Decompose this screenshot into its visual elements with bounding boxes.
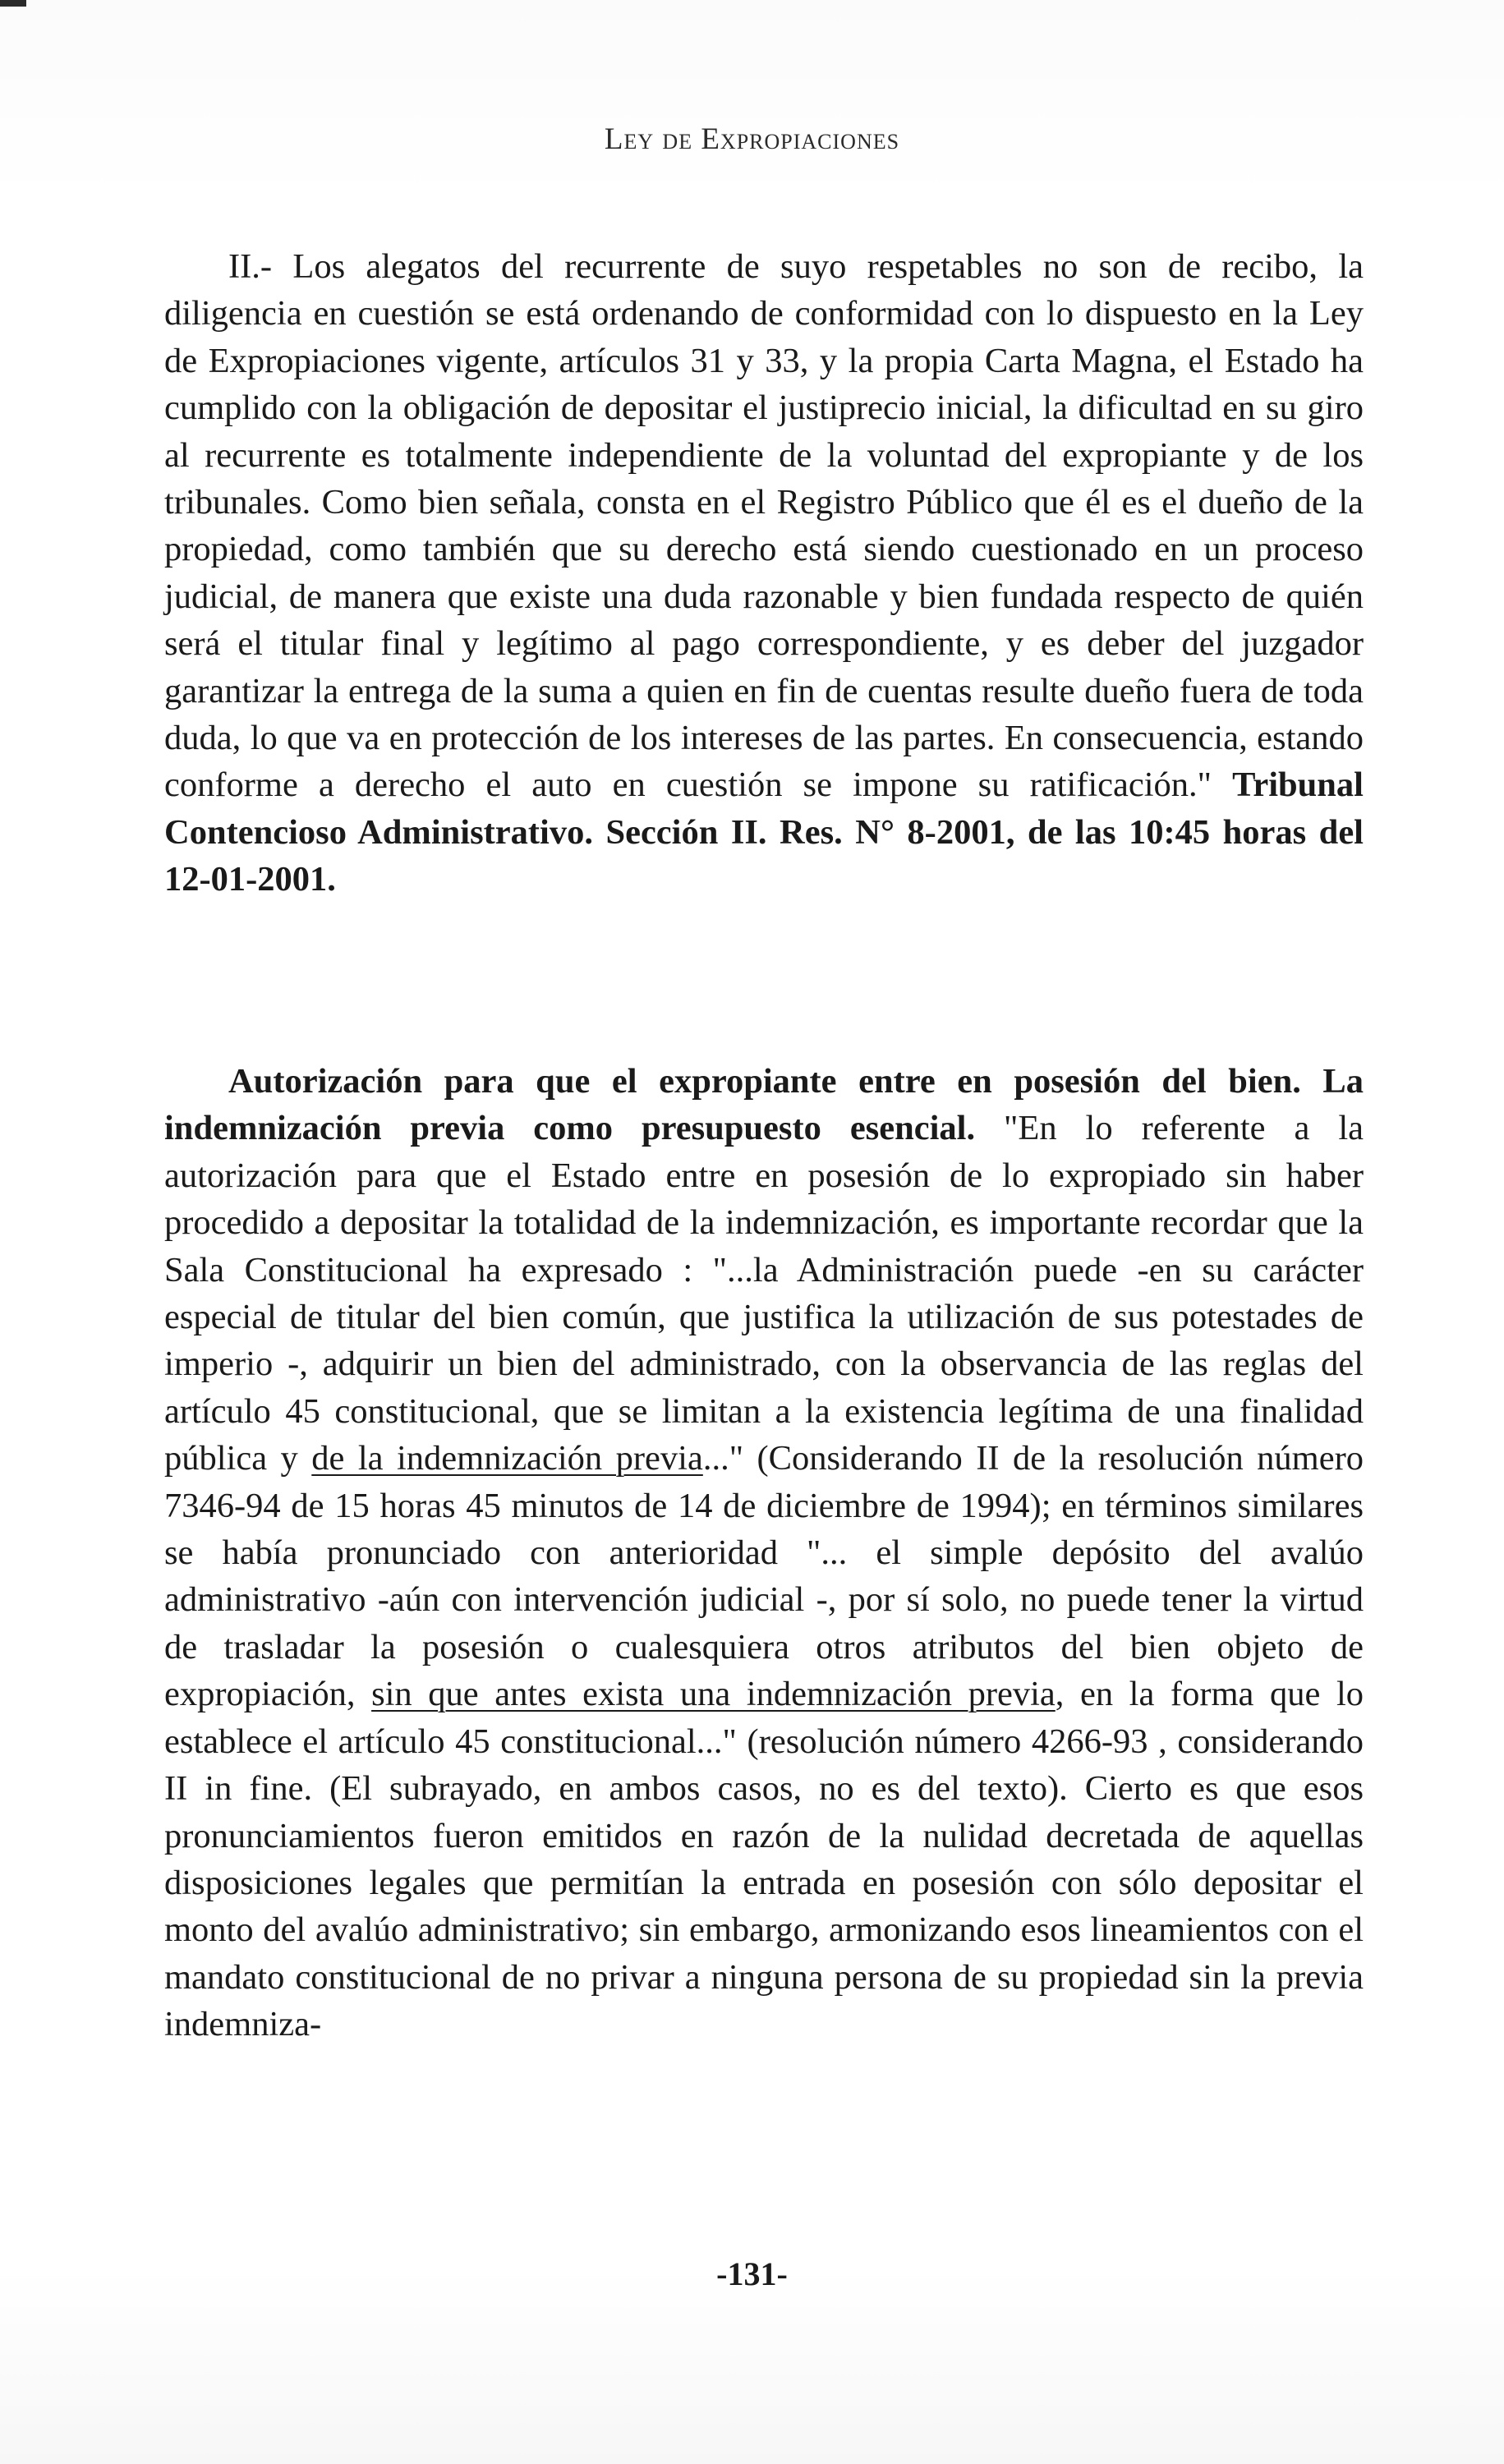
underlined-phrase-1: de la indemnización previa	[311, 1439, 703, 1478]
paragraph-section-ii	[164, 243, 1364, 903]
court-citation: Tribunal Contencioso Administrativo. Sección II. Res. N° 8-2001, de las 10:45 horas del 12-01-2001.	[164, 765, 1364, 899]
underlined-phrase-2: sin que antes exista una indemnización previa	[371, 1675, 1056, 1714]
scan-edge-mark	[0, 0, 26, 7]
quote-part-3: , en la forma que lo establece el artículo 45 constitucional..." (resolución número 4266-93 , considerando II in fine. (El subrayado, en ambos casos, no es del texto). Cierto es que esos pronunciamientos fueron emitidos en razón de la nulidad decretada de aquellas disposiciones legales que permitían la entrada en posesión con sólo depositar el monto del avalúo administrativo; sin embargo, armonizando esos lineamientos con el mandato constitucional de no privar a ninguna persona de su propiedad sin la previa indemniza-	[164, 1675, 1364, 2044]
running-header: Ley de Expropiaciones	[604, 122, 900, 156]
quote-part-1: "En lo referente a la autorización para que el Estado entre en posesión de lo expropiado sin haber procedido a depositar la totalidad de la indemnización, es importante recordar que la Sala Constitucional ha expresado : "...la Administración puede -en su carácter especial de titular del bien común, que justifica la utilización de sus potestades de imperio -, adquirir un bien del administrado, con la observancia de las reglas del artículo 45 constitucional, que se limitan a la existencia legítima de una finalidad pública y	[164, 1109, 1364, 1478]
page-number: -131-	[716, 2255, 788, 2292]
section-ii-text: II.- Los alegatos del recurrente de suyo respetables no son de recibo, la diligencia en cuestión se está ordenando de conformidad con lo dispuesto en la Ley de Expropiaciones vigente, artículos 31 y 33, y la propia Carta Magna, el Estado ha cumplido con la obligación de depositar el justiprecio inicial, la dificultad en su giro al recurrente es totalmente independiente de la voluntad del expropiante y de los tribunales. Como bien señala, consta en el Registro Público que él es el dueño de la propiedad, como también que su derecho está siendo cuestionado en un proceso judicial, de manera que existe una duda razonable y bien fundada respecto de quién será el titular final y legítimo al pago correspondiente, y es deber del juzgador garantizar la entrega de la suma a quien en fin de cuentas resulte dueño fuera de toda duda, lo que va en protección de los intereses de las partes. En consecuencia, estando conforme a derecho el auto en cuestión se impone su ratificación."	[164, 247, 1364, 805]
quote-part-2: ..." (Considerando II de la resolución número 7346-94 de 15 horas 45 minutos de 14 de diciembre de 1994); en términos similares se había pronunciado con anterioridad "... el simple depósito del avalúo administrativo -aún con intervención judicial -, por sí solo, no puede tener la virtud de trasladar la posesión o cualesquiera otros atributos del bien objeto de expropiación,	[164, 1439, 1364, 1714]
paragraph-posesion	[164, 1058, 1364, 2048]
section-heading: Autorización para que el expropiante entre en posesión del bien. La indemnización previa como presupuesto esencial.	[164, 1062, 1364, 1148]
